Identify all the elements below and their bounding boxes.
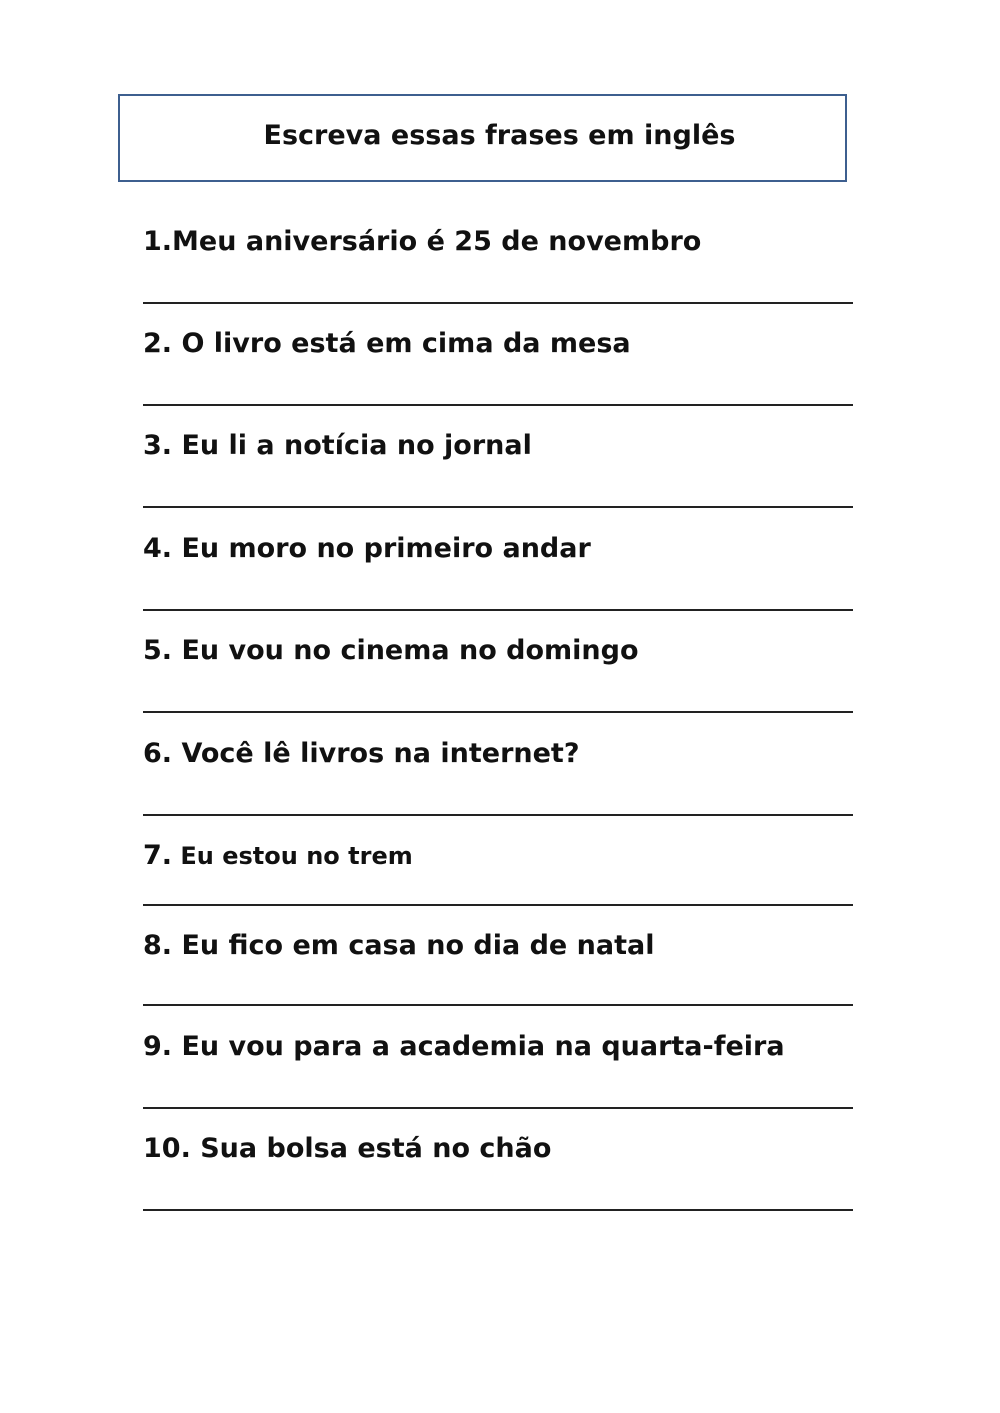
question-prompt: 4. Eu moro no primeiro andar (143, 533, 591, 564)
question-prompt: 10. Sua bolsa está no chão (143, 1133, 552, 1164)
question-prompt: 6. Você lê livros na internet? (143, 738, 580, 769)
title-box (118, 94, 847, 182)
answer-line[interactable] (143, 1004, 853, 1006)
answer-line[interactable] (143, 609, 853, 611)
answer-line[interactable] (143, 814, 853, 816)
question-prompt: 2. O livro está em cima da mesa (143, 328, 631, 359)
answer-line[interactable] (143, 904, 853, 906)
answer-line[interactable] (143, 506, 853, 508)
question-number: 7. (143, 840, 173, 871)
answer-line[interactable] (143, 711, 853, 713)
answer-line[interactable] (143, 1107, 853, 1109)
answer-line[interactable] (143, 302, 853, 304)
question-prompt: 1.Meu aniversário é 25 de novembro (143, 226, 702, 257)
question-text: Eu estou no trem (180, 842, 413, 870)
answer-line[interactable] (143, 404, 853, 406)
question-prompt (143, 842, 413, 869)
question-prompt: 9. Eu vou para a academia na quarta-feira (143, 1031, 785, 1062)
question-prompt: 3. Eu li a notícia no jornal (143, 430, 532, 461)
answer-line[interactable] (143, 1209, 853, 1211)
question-prompt: 8. Eu fico em casa no dia de natal (143, 930, 655, 961)
question-prompt: 5. Eu vou no cinema no domingo (143, 635, 639, 666)
worksheet-title: Escreva essas frases em inglês (263, 120, 736, 151)
